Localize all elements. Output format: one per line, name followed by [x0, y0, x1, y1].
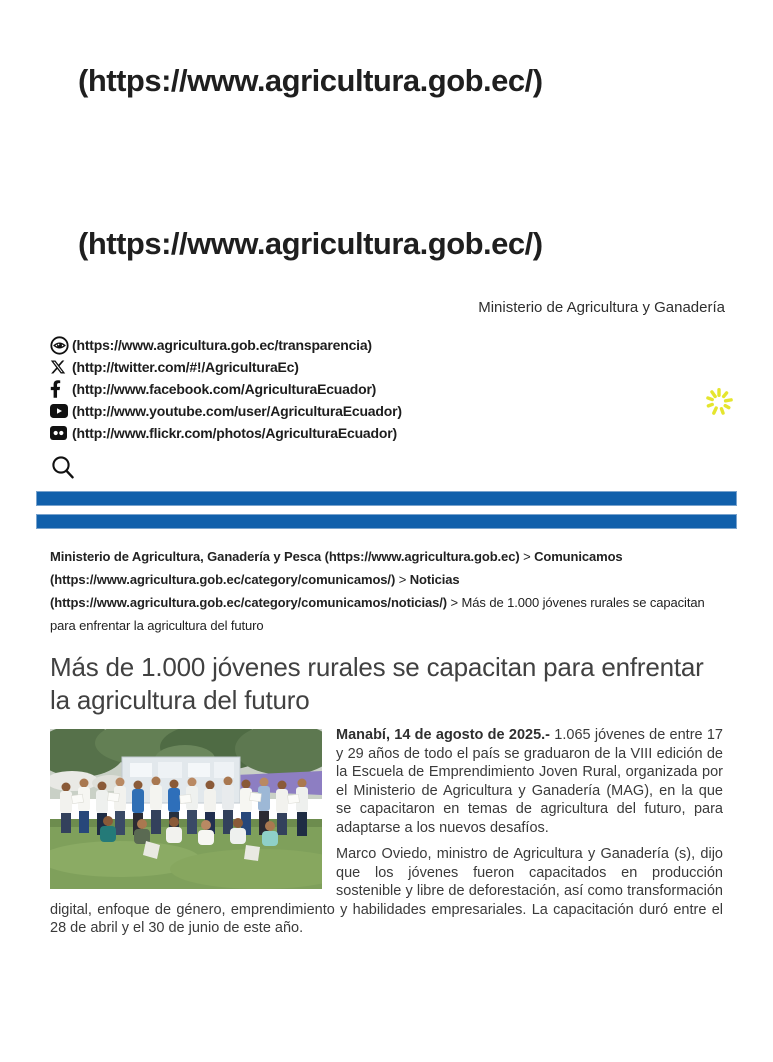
article-body — [50, 726, 723, 938]
youtube-icon — [50, 404, 72, 418]
breadcrumb-separator: > — [450, 595, 459, 610]
paragraph-text: 1.065 jóvenes de entre 17 y 29 años de todo el país se graduaron de la VIII edición de la Escuela de Emprendimiento Joven Rural, organizada por el Ministerio de Agricultura y Ganadería (MAG), en la que se capacitaron en temas de agricultura del futuro, para adaptarse a los nuevos desafíos. — [336, 727, 723, 836]
breadcrumb-home-link[interactable]: Ministerio de Agricultura, Ganadería y Pesca (https://www.agricultura.gob.ec) — [50, 549, 520, 564]
link-youtube[interactable] — [50, 400, 773, 422]
breadcrumb-comunicamos-link[interactable]: Comunicamos (https://www.agricultura.gob.ec/category/comunicamos/) — [50, 549, 623, 587]
header-bar-top — [36, 491, 737, 506]
link-label: (http://www.flickr.com/photos/AgriculturaEcuador) — [72, 425, 397, 441]
breadcrumb — [50, 545, 710, 637]
dateline: Manabí, 14 de agosto de 2025.- — [336, 727, 551, 743]
link-label: (https://www.agricultura.gob.ec/transparencia) — [72, 337, 372, 353]
site-logo-link-second[interactable]: (https://www.agricultura.gob.ec/) — [78, 226, 543, 261]
eye-icon — [50, 336, 72, 355]
x-twitter-icon — [50, 359, 72, 375]
search-button[interactable] — [50, 454, 76, 481]
flickr-icon — [50, 426, 72, 440]
article-paragraph-2: Marco Oviedo, ministro de Agricultura y Ganadería (s), dijo que los jóvenes fueron capacitados en producción sostenible y libre de deforestación, así como transformación digital, enfoque de género, emprendimiento y habilidades empresariales. La capacitación duró entre el 28 de abril y el 30 de junio de este año. — [50, 846, 723, 936]
loading-spinner-icon — [703, 386, 735, 418]
link-label: (http://www.facebook.com/AgriculturaEcuador) — [72, 381, 377, 397]
article-photo — [50, 729, 322, 889]
link-label: (http://www.youtube.com/user/AgriculturaEcuador) — [72, 403, 402, 419]
site-logo-link-top[interactable]: (https://www.agricultura.gob.ec/) — [78, 63, 543, 98]
site-header — [0, 62, 773, 529]
link-label: (http://twitter.com/#!/AgriculturaEc) — [72, 359, 299, 375]
facebook-icon — [50, 380, 72, 398]
link-transparencia[interactable] — [50, 334, 773, 356]
breadcrumb-separator: > — [523, 549, 531, 564]
breadcrumb-noticias-link[interactable]: Noticias (https://www.agricultura.gob.ec/category/comunicamos/noticias/) — [50, 572, 460, 610]
link-flickr[interactable] — [50, 422, 773, 444]
link-facebook[interactable] — [50, 378, 773, 400]
link-twitter[interactable] — [50, 356, 773, 378]
social-links-list — [50, 334, 773, 444]
search-icon — [50, 469, 76, 484]
breadcrumb-separator: > — [398, 572, 407, 587]
header-bar-bottom — [36, 514, 737, 529]
ministry-name: Ministerio de Agricultura y Ganadería — [478, 299, 725, 316]
breadcrumb-current-page: Más de 1.000 jóvenes rurales se capacitan para enfrentar la agricultura del futuro — [50, 595, 705, 633]
article-title: Más de 1.000 jóvenes rurales se capacitan para enfrentar la agricultura del futuro — [50, 652, 704, 715]
